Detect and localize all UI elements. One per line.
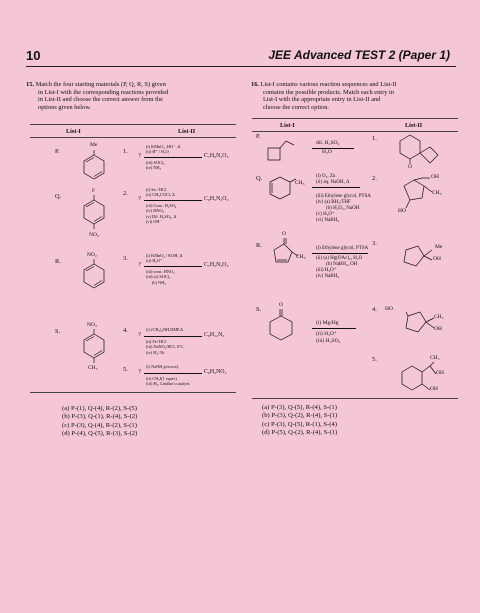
q16-arrow-q	[312, 187, 360, 188]
nitrotoluene-structure	[80, 329, 110, 369]
q15-label-q: Q.	[55, 193, 62, 200]
reagent: (vi) NaBH₄	[316, 218, 339, 223]
product-3-structure	[398, 240, 438, 274]
spiro-ketone-structure	[392, 133, 442, 173]
q16-text-line-2: contains the possible products. Match each entry in	[263, 88, 394, 96]
reagent: (i) O₃, Zn	[316, 174, 336, 179]
q16-arrow-p	[312, 148, 354, 149]
reagent: (iv) NH₃	[146, 165, 161, 171]
q16-reagents-s	[316, 320, 338, 327]
q15-question-3: ?	[138, 261, 141, 268]
q15-reagents-1	[146, 144, 180, 155]
reagent: (ii) aq. NaOH, Δ	[316, 180, 350, 185]
q16-prod1-o: O	[408, 164, 412, 170]
q15-num-1: 1.	[123, 148, 128, 155]
reagent: dil. H₂SO₄	[316, 140, 340, 146]
q16-reagents-s2	[316, 331, 340, 344]
q15-label-s: S.	[55, 328, 61, 335]
reagent: (b) H₂O₂, NaOH	[326, 206, 360, 211]
q15-num-4: 4.	[123, 327, 128, 334]
q16-reagents-p	[316, 141, 339, 146]
q16-prod4-oh: OH	[434, 326, 442, 332]
cyclohexanone-structure	[264, 303, 304, 347]
page-number: 10	[26, 48, 41, 63]
reagent: (b) NH₃	[152, 279, 166, 285]
q15-text-line-2: in List-I with the corresponding reactions provided	[38, 88, 169, 96]
q15-question-5: ?	[138, 368, 141, 375]
q16-list2-header: List-II	[405, 122, 423, 129]
q16-prod4-ch3: CH₃	[434, 314, 444, 320]
q15-stem	[26, 81, 236, 111]
reagent: (i) NaNH₂(excess)	[146, 364, 178, 369]
q16-label-s: S.	[256, 306, 262, 313]
q16-s-o: O	[279, 302, 283, 308]
reagent: (iv) NaBH₄	[316, 274, 339, 279]
q16-options	[262, 404, 337, 438]
q15-table-bottom-rule	[30, 392, 236, 393]
q15-option-a[interactable]: (a) P-(1), Q-(4), R-(2), S-(5)	[62, 405, 137, 412]
reagent: (iii) H₂SO₄	[316, 337, 341, 344]
q15-product-3: C₇H₅N₃O₃	[204, 262, 229, 268]
reagent: (i) Mg/Hg	[316, 320, 339, 326]
q15-product-5: C₆H₅NO₂	[204, 369, 227, 375]
q15-text-line-3: in List-II and choose the correct answer from the	[38, 96, 163, 104]
q16-reagents-r2	[316, 256, 362, 280]
reagent: (ii) Fe/ HCl	[146, 339, 167, 344]
q15-text-line-1: Match the four starting materials (P, Q, R, S) given	[35, 81, 166, 88]
q16-arrow-s	[312, 328, 356, 329]
reagent: (iv) (a) BH₃/THF	[316, 200, 351, 205]
reagent: (ii) CH₃I(1 equiv)	[146, 376, 177, 381]
q16-reagents-q	[316, 174, 349, 186]
q15-reagents-4b	[146, 339, 183, 355]
reagent: (vi) OH⁻	[146, 218, 162, 224]
q16-prod2-ch3: CH₃	[432, 190, 442, 196]
q16-option-a[interactable]: (a) P-(3), Q-(5), R-(4), S-(1)	[262, 404, 337, 411]
reagent: (iii) H₂, Lindlar's catalyst	[146, 381, 190, 387]
q15-num-5: 5.	[123, 366, 128, 373]
q16-num-2: 2.	[372, 175, 377, 182]
reagent: (i) Ethylene glycol, PTSA	[316, 246, 369, 251]
reagent: (iii) NaNO₂/HCl, 0°C	[146, 344, 184, 350]
reagent: H₂O	[322, 149, 332, 155]
q15-product-1: C₇H₆N₂O₃	[204, 153, 229, 159]
q16-stem	[251, 81, 461, 111]
q15-reagents-3b	[146, 269, 175, 285]
q16-text-line-3: List-I with the appropriate entry in List-II and	[263, 96, 381, 104]
reagent: (ii) H₃O⁺	[316, 331, 337, 337]
q15-table-top-rule	[30, 124, 236, 125]
q16-prod2-oh: OH	[431, 174, 439, 180]
q16-prod5-oh-1: OH	[436, 370, 444, 376]
toluene-structure	[80, 150, 110, 182]
q16-num-5: 5.	[372, 356, 377, 363]
q16-number: 16.	[251, 81, 259, 88]
reagent: (i) KMnO₄ ,HO⁻ ,Δ	[146, 144, 181, 149]
vinylcyclobutane-structure	[264, 136, 304, 166]
q16-reagents-p2	[322, 150, 332, 155]
reagent: (iv) H₂/ Ni	[146, 349, 165, 355]
q15-text-line-4: options given below.	[38, 103, 92, 111]
q16-list1-header: List-I	[280, 122, 295, 129]
q15-arrow-2	[144, 200, 202, 201]
q15-options	[62, 405, 137, 439]
q15-label-r: R.	[55, 258, 61, 265]
q16-table-top-rule	[252, 118, 458, 119]
q15-arrow-4	[144, 336, 202, 337]
q15-label-p: P.	[55, 148, 60, 155]
reagent: (ii) H⁺ / H₂O	[146, 149, 169, 155]
q16-text-line-4: choose the correct option.	[263, 103, 330, 111]
q15-num-2: 2.	[123, 190, 128, 197]
fluoronitrobenzene-structure	[80, 195, 110, 235]
q16-sub-r: CH₃	[296, 254, 306, 260]
q16-num-1: 1.	[372, 135, 377, 142]
q15-list1-header: List-I	[66, 128, 81, 135]
q16-r-o: O	[282, 231, 286, 237]
q15-sub-q: F	[92, 188, 96, 194]
q16-prod4-ho: HO	[385, 306, 393, 312]
q15-reagents-5	[146, 364, 178, 369]
q15-sub-r: NO₂	[87, 252, 97, 258]
q15-option-d[interactable]: (d) P-(4), Q-(5), R-(3), S-(2)	[62, 430, 138, 438]
q15-reagents-3	[146, 253, 182, 264]
q16-arrow-r	[312, 253, 368, 254]
q16-label-r: R.	[256, 242, 262, 249]
q15-reagents-1b	[146, 160, 165, 171]
q16-option-b[interactable]: (b) P-(3), Q-(2), R-(4), S-(1)	[262, 412, 338, 420]
reagent: (v) H₃O⁺	[316, 212, 335, 217]
reagent: (iii) (a) SOCl₂	[146, 274, 171, 280]
q16-table-header-rule	[252, 131, 458, 132]
q15-reagents-4	[146, 327, 183, 332]
q15-num-3: 3.	[123, 255, 128, 262]
q16-label-p: P.	[256, 133, 261, 140]
q16-sub-q: CH₃	[295, 180, 305, 186]
reagent: (i) KMnO₄ / KOH, Δ	[146, 253, 183, 258]
test-title: JEE Advanced TEST 2 (Paper 1)	[268, 48, 450, 62]
q15-reagents-2b	[146, 203, 176, 224]
q15-reagents-5b	[146, 376, 190, 387]
q15-number: 15.	[26, 81, 34, 88]
q15-sub2-q: NO₂	[89, 232, 99, 238]
q15-list2-header: List-II	[178, 128, 196, 135]
q16-text-line-1: List-I contains various reaction sequences and List-II	[260, 81, 397, 88]
q15-product-2: C₆H₅N₂O₂	[204, 196, 229, 202]
header-rule	[26, 66, 456, 67]
q15-product-4: C₈H₁₂N₂	[204, 332, 225, 338]
q15-question-4: ?	[138, 331, 141, 338]
q15-sub-s: NO₂	[87, 322, 97, 328]
q16-option-c[interactable]: (c) P-(3), Q-(5), R-(1), S-(4)	[262, 420, 337, 428]
q15-question-2: ?	[138, 195, 141, 202]
reagent: (iii) conc. HNO₃	[146, 269, 175, 274]
q16-prod5-oh-2: OH	[430, 386, 438, 392]
q16-prod3-me: Me	[435, 244, 443, 250]
q16-table-bottom-rule	[252, 398, 458, 399]
q15-question-1: ?	[138, 152, 141, 159]
q16-reagents-r	[316, 246, 368, 252]
q15-option-c[interactable]: (c) P-(3), Q-(4), R-(2), S-(1)	[62, 421, 137, 429]
q15-arrow-3	[144, 266, 202, 267]
reagent: (ii) (a) Hg(OAc)₂, H₂O	[316, 256, 363, 261]
q15-arrow-1	[144, 157, 202, 158]
q16-prod2-ho: HO	[398, 208, 406, 214]
q16-num-3: 3.	[372, 240, 377, 247]
q15-table-header-rule	[30, 137, 236, 138]
q16-reagents-q2	[316, 194, 371, 224]
q16-label-q: Q.	[256, 175, 263, 182]
q15-sub-p: Me	[90, 142, 98, 148]
q15-arrow-5	[144, 373, 202, 374]
reagent: (iii) Conc. H₂SO₄	[146, 203, 177, 208]
q16-prod3-oh: OH	[433, 256, 441, 262]
reagent: (i) Sn / HCl	[146, 187, 167, 192]
reagent: (iii) Ethylene glycol, PTSA	[316, 194, 371, 199]
reagent: (v) Dil. H₂SO₄, Δ	[146, 213, 177, 219]
reagent: (ii) H₃O⁺	[146, 258, 163, 264]
q16-prod5-ch3: CH₃	[430, 355, 440, 361]
q16-option-d[interactable]: (d) P-(5), Q-(2), R-(4), S-(1)	[262, 429, 338, 437]
reagent: (ii) CH₃COCl, Δ	[146, 192, 175, 198]
reagent: (iv) HNO₃	[146, 208, 165, 214]
nitrobenzene-structure	[80, 259, 110, 291]
reagent: (iii) SOCl₂	[146, 160, 165, 165]
reagent: (i) (CH₃)₂NH,DMF,Δ	[146, 327, 184, 332]
q15-reagents-2	[146, 187, 175, 198]
q15-option-b[interactable]: (b) P-(3), Q-(1), R-(4), S-(2)	[62, 413, 138, 421]
q15-sub2-s: CH₃	[88, 365, 98, 371]
reagent: (iii) H₃O⁺	[316, 268, 337, 273]
reagent: (b) NaBH₄, OH	[326, 262, 358, 267]
q16-num-4: 4.	[372, 306, 377, 313]
